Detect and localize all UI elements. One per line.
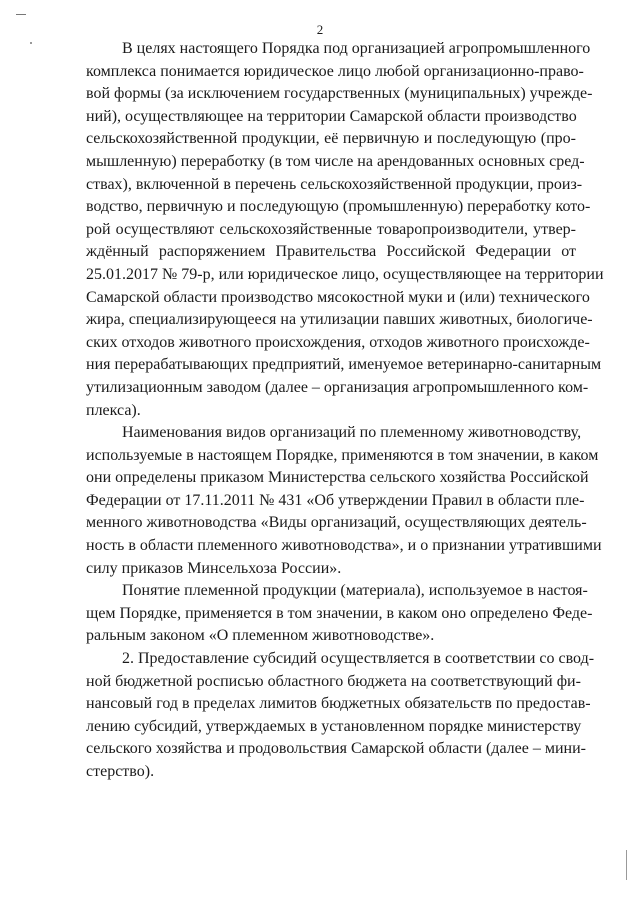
text-line: ждённый распоряжением Правительства Российской Федерации от — [86, 243, 576, 261]
text-line: Наименования видов организаций по племенному животноводству, — [122, 424, 582, 442]
text-line: мышленную) переработку (в том числе на арендованных основных сред- — [86, 152, 585, 170]
text-line: стерство). — [86, 763, 155, 780]
text-line: комплекса понимается юридическое лицо любой организационно-право- — [86, 62, 584, 80]
text-line: В целях настоящего Порядка под организацией агропромышленного — [122, 40, 591, 57]
text-line: силу приказов Минсельхоза России». — [86, 559, 342, 577]
scan-mark — [16, 14, 26, 15]
text-line: ральным законом «О племенном животноводстве». — [86, 627, 435, 645]
text-line: плекса). — [86, 401, 141, 419]
text-line: менного животноводства «Виды организаций, осуществляющих деятель- — [86, 514, 587, 532]
text-line: рой осуществляют сельскохозяйственные товаропроизводители, утвер- — [86, 220, 576, 238]
text-line: сельского хозяйства и продовольствия Самарской области (далее – мини- — [86, 740, 587, 758]
page-number: 2 — [316, 22, 324, 37]
text-line: нансовый год в пределах лимитов бюджетных обязательств по предостав- — [86, 695, 591, 713]
scan-edge-mark — [626, 850, 627, 880]
text-line: сельскохозяйственной продукции, её первичную и последующую (про- — [86, 130, 576, 148]
text-line: ность в области племенного животноводства», и о признании утратившими — [86, 537, 602, 555]
text-line: ских отходов животного происхождения, отходов животного происхожде- — [86, 333, 590, 351]
text-line: вой формы (за исключением государственных (муниципальных) учрежде- — [86, 85, 593, 103]
text-line: ствах), включенной в перечень сельскохозяйственной продукции, произ- — [86, 175, 583, 193]
text-line: Понятие племенной продукции (материала), используемое в настоя- — [122, 582, 588, 600]
document-body — [86, 38, 604, 784]
text-line: ний), осуществляющее на территории Самарской области производство — [86, 107, 577, 125]
text-line: ния перерабатывающих предприятий, именуемое ветеринарно-санитарным — [86, 356, 602, 374]
text-line: используемые в настоящем Порядке, применяются в том значении, в каком — [86, 446, 599, 464]
text-line: они определены приказом Министерства сельского хозяйства Российской — [86, 469, 589, 487]
text-line: водство, первичную и последующую (промышленную) переработку кото- — [86, 198, 591, 216]
text-line: ной бюджетной росписью областного бюджета на соответствующий фи- — [86, 672, 581, 690]
text-line: жира, специализирующееся на утилизации павших животных, биологиче- — [86, 311, 593, 329]
text-line: Федерации от 17.11.2011 № 431 «Об утверждении Правил в области пле- — [86, 491, 585, 509]
text-line: утилизационным заводом (далее – организация агропромышленного ком- — [86, 378, 589, 396]
text-line: 25.01.2017 № 79-р, или юридическое лицо, осуществляющее на территории — [86, 265, 604, 283]
text-line: 2. Предоставление субсидий осуществляется в соответствии со свод- — [122, 650, 595, 668]
scan-speck — [30, 42, 32, 44]
text-line: Самарской области производство мясокостной муки и (или) технического — [86, 288, 590, 306]
text-line: щем Порядке, применяется в том значении, в каком оно определено Феде- — [86, 604, 593, 622]
text-line: лению субсидий, утверждаемых в установленном порядке министерству — [86, 717, 582, 735]
